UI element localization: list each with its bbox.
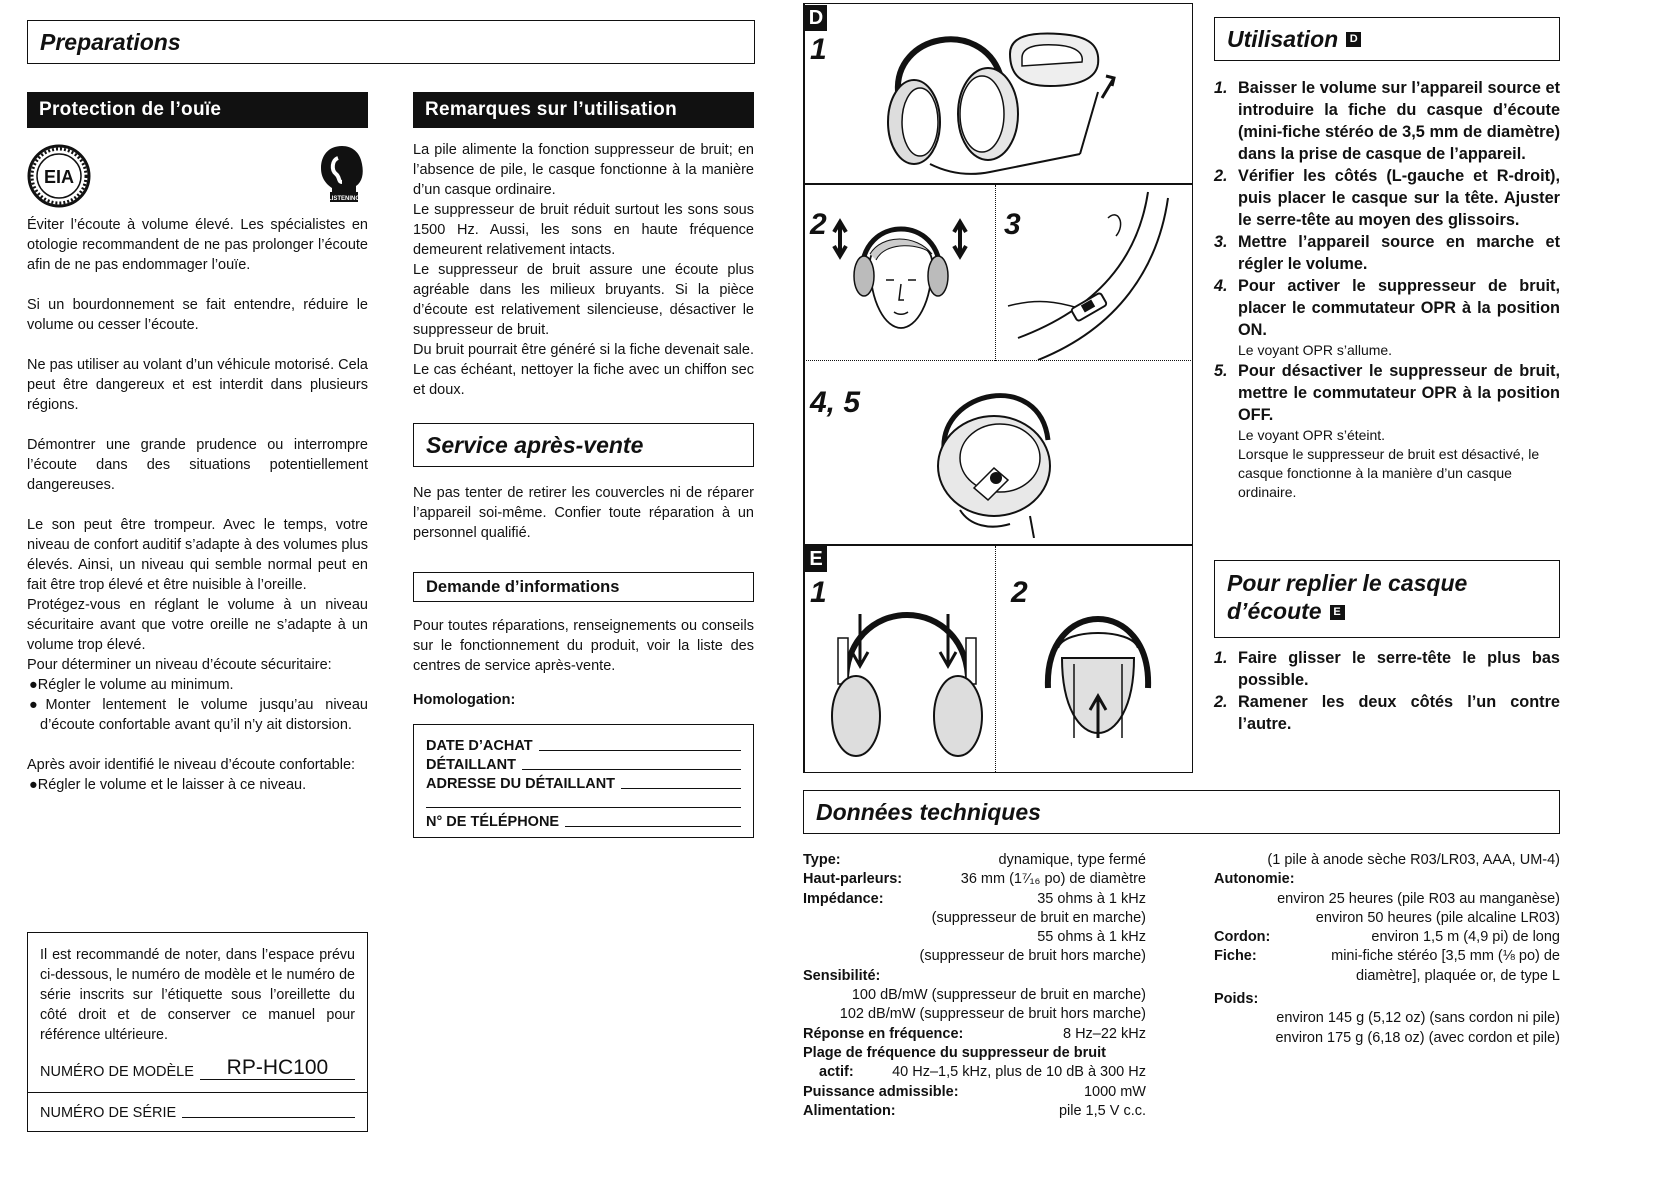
- figure-divider: [804, 183, 1193, 185]
- usage-step: [1214, 275, 1560, 360]
- dealer-address-field[interactable]: [426, 773, 741, 792]
- service-header: [413, 423, 754, 467]
- step-text: Vérifier les côtés (L-gauche et R-droit), puis placer le casque sur la tête. Ajuster le serre-tête au moyen des glissoirs.: [1238, 167, 1560, 229]
- listening-logo-text: LISTENING: [327, 196, 361, 202]
- opr-switch-illustration: [998, 188, 1192, 360]
- remarks-paragraph: Le suppresseur de bruit réduit surtout les sons sous 1500 Hz. Aussi, les sons en haute fréquence demeurent relativement intacts.: [413, 202, 754, 258]
- spec-value: 55 ohms à 1 kHz: [1037, 929, 1146, 946]
- figure-e-divider: [804, 544, 1193, 546]
- hearing-header: [27, 92, 368, 128]
- figure-e-vertical-dots: [995, 546, 996, 772]
- figure-e1-number: 1: [810, 576, 827, 609]
- step-text: Pour activer le suppresseur de bruit, placer le commutateur OPR à la position ON.: [1238, 277, 1560, 339]
- figure-d45-number: 4, 5: [810, 386, 861, 419]
- hearing-paragraph: Pour déterminer un niveau d’écoute sécuritaire:: [27, 657, 332, 673]
- record-box: [27, 932, 368, 1132]
- purchase-date-label: DATE D’ACHAT: [426, 738, 533, 754]
- spec-value: 36 mm (1⁷⁄₁₆ po) de diamètre: [960, 871, 1146, 888]
- spec-key: Type:: [803, 852, 841, 868]
- headphones-cd-illustration: [870, 14, 1130, 186]
- usage-step: [1214, 360, 1560, 502]
- step-note: Le voyant OPR s’éteint.: [1238, 427, 1386, 443]
- spec-key: Fiche:: [1214, 948, 1257, 965]
- figure-e2-number: 2: [1011, 576, 1028, 609]
- spec-value: (suppresseur de bruit en marche): [931, 909, 1146, 926]
- serial-label: NUMÉRO DE SÉRIE: [40, 1105, 177, 1121]
- remarks-paragraph: Le suppresseur de bruit assure une écoute plus agréable dans les milieux bruyants. Si la pièce d’écoute est relativement silencieuse, désactiver le suppresseur de bruit.: [413, 262, 754, 338]
- spec-key: Sensibilité:: [803, 967, 881, 984]
- spec-key: Impédance:: [803, 890, 884, 907]
- step-note: Le voyant OPR s’allume.: [1238, 342, 1393, 358]
- record-text: Il est recommandé de noter, dans l’espace prévu ci-dessous, le numéro de modèle et le numéro de série inscrits sur l’étiquette sous l’oreillette du côté droit et de conserver ce manuel pour référence ultérieure.: [40, 947, 355, 1043]
- usage-steps: [1214, 77, 1560, 502]
- usage-step: [1214, 231, 1560, 275]
- step-number: 2.: [1214, 693, 1228, 711]
- specs-header: [803, 790, 1560, 834]
- usage-step: [1214, 77, 1560, 165]
- preparations-title: Preparations: [40, 28, 181, 55]
- hearing-bullet: ●Régler le volume et le laisser à ce niveau.: [29, 777, 307, 793]
- hearing-bullet: ●Régler le volume au minimum.: [29, 677, 234, 693]
- spec-value: environ 1,5 m (4,9 pi) de long: [1371, 929, 1560, 946]
- spec-key: Haut-parleurs:: [803, 871, 903, 888]
- eia-logo-text: EIA: [43, 167, 75, 187]
- spec-value: 100 dB/mW (suppresseur de bruit en marche): [851, 987, 1146, 1004]
- step-number: 2.: [1214, 167, 1228, 185]
- spec-value: 40 Hz–1,5 kHz, plus de 10 dB à 300 Hz: [892, 1064, 1146, 1081]
- spec-key: Cordon:: [1214, 929, 1271, 946]
- spec-value: environ 145 g (5,12 oz) (sans cordon ni pile): [1276, 1010, 1560, 1027]
- phone-field[interactable]: [426, 811, 741, 830]
- figure-d2-number: 2: [810, 208, 827, 241]
- usage-step: [1214, 165, 1560, 231]
- step-number: 3.: [1214, 233, 1228, 251]
- fold-step: [1214, 647, 1560, 691]
- hearing-paragraph: Si un bourdonnement se fait entendre, réduire le volume ou cesser l’écoute.: [27, 297, 368, 333]
- step-text: Faire glisser le serre-tête le plus bas possible.: [1238, 649, 1560, 689]
- preparations-header: [27, 20, 755, 64]
- info-header: [413, 572, 754, 602]
- spec-value: (suppresseur de bruit hors marche): [919, 948, 1146, 965]
- figure-d-left-border: [803, 3, 805, 773]
- info-text: Pour toutes réparations, renseignements ou conseils sur le fonctionnement du produit, voir la liste des centres de service après-vente.: [413, 618, 754, 674]
- homologation-label: Homologation:: [413, 692, 516, 708]
- figure-dotted-divider: [804, 360, 1193, 361]
- spec-key: Alimentation:: [803, 1102, 896, 1119]
- step-note: Lorsque le suppresseur de bruit est désactivé, le casque fonctionne à la manière d’un casque ordinaire.: [1238, 446, 1540, 500]
- model-row: [40, 1057, 355, 1080]
- spec-value: mini-fiche stéréo [3,5 mm (⅛ po) de: [1331, 948, 1560, 965]
- figure-e-badge: E: [805, 546, 827, 572]
- spec-value: environ 175 g (6,18 oz) (avec cordon et pile): [1275, 1029, 1560, 1046]
- step-text: Baisser le volume sur l’appareil source et introduire la fiche du casque d’écoute (mini-fiche stéréo de 3,5 mm de diamètre) dans la prise de casque de l’appareil.: [1238, 79, 1560, 163]
- eia-logo: [27, 144, 91, 208]
- figure-d1-number: 1: [810, 33, 827, 66]
- specs-title: Données techniques: [816, 798, 1041, 825]
- fold-together-illustration: [1034, 588, 1162, 758]
- blank-field[interactable]: [426, 792, 741, 811]
- usage-badge: D: [1346, 32, 1361, 47]
- hearing-paragraph: Éviter l’écoute à volume élevé. Les spécialistes en otologie recommandent de ne pas prolonger l’écoute afin de ne pas endommager l’ouïe.: [27, 217, 368, 273]
- hearing-text: [27, 215, 368, 795]
- usage-header: [1214, 17, 1560, 61]
- info-title: Demande d’informations: [426, 577, 620, 596]
- step-number: 4.: [1214, 277, 1228, 295]
- step-text: Pour désactiver le suppresseur de bruit, mettre le commutateur OPR à la position OFF.: [1238, 362, 1560, 424]
- hearing-paragraph: Ne pas utiliser au volant d’un véhicule motorisé. Cela peut être dangereux et est interdit dans plusieurs régions.: [27, 357, 368, 413]
- figure-d-badge: D: [805, 5, 827, 31]
- hearing-title: Protection de l’ouïe: [39, 99, 222, 120]
- fold-slide-illustration: [826, 580, 988, 760]
- usage-title: Utilisation: [1227, 25, 1339, 52]
- figure-d3-number: 3: [1004, 208, 1021, 241]
- spec-key: Réponse en fréquence:: [803, 1025, 964, 1042]
- purchase-date-field[interactable]: [426, 735, 741, 754]
- remarks-paragraph: Du bruit pourrait être généré si la fiche devenait sale. Le cas échéant, nettoyer la fiche avec un chiffon sec et doux.: [413, 342, 754, 398]
- remarks-text: [413, 140, 754, 400]
- remarks-header: [413, 92, 754, 128]
- step-number: 5.: [1214, 362, 1228, 380]
- spec-key: actif:: [819, 1064, 854, 1081]
- hearing-paragraph: Démontrer une grande prudence ou interrompre l’écoute dans des situations potentiellement dangereuses.: [27, 437, 368, 493]
- head-adjust-illustration: [826, 194, 976, 354]
- hearing-paragraph: Protégez-vous en réglant le volume à un niveau sécuritaire avant que votre oreille ne s’adapte à un volume trop élevé.: [27, 597, 368, 653]
- step-number: 1.: [1214, 649, 1228, 667]
- dealer-address-label: ADRESSE DU DÉTAILLANT: [426, 776, 616, 792]
- fold-badge: E: [1330, 605, 1345, 620]
- fold-header: [1214, 560, 1560, 638]
- figure-vertical-dots: [995, 185, 996, 361]
- step-text: Ramener les deux côtés l’un contre l’autre.: [1238, 693, 1560, 733]
- remarks-title: Remarques sur l’utilisation: [425, 99, 677, 120]
- service-text: Ne pas tenter de retirer les couvercles ni de réparer l’appareil soi-même. Confier toute réparation à un personnel qualifié.: [413, 485, 754, 541]
- spec-value: 8 Hz–22 kHz: [1062, 1025, 1146, 1042]
- listening-logo: [316, 142, 368, 204]
- fold-title-line1: Pour replier le casque: [1227, 570, 1468, 596]
- model-value: RP-HC100: [200, 1057, 355, 1080]
- model-label: NUMÉRO DE MODÈLE: [40, 1064, 194, 1080]
- spec-key: Plage de fréquence du suppresseur de bruit: [803, 1044, 1106, 1061]
- spec-value: environ 25 heures (pile R03 au manganèse): [1277, 890, 1560, 907]
- spec-value: 1000 mW: [1083, 1083, 1146, 1100]
- spec-value: diamètre], plaquée or, de type L: [1356, 967, 1560, 984]
- spec-key: Autonomie:: [1214, 871, 1295, 888]
- spec-value: dynamique, type fermé: [998, 852, 1146, 868]
- specs-right: [1214, 851, 1560, 1048]
- spec-value: pile 1,5 V c.c.: [1058, 1102, 1146, 1119]
- step-text: Mettre l’appareil source en marche et régler le volume.: [1238, 233, 1560, 273]
- hearing-paragraph: Le son peut être trompeur. Avec le temps, votre niveau de confort auditif s’adapte à des volumes plus élevés. Ainsi, un niveau qui semble normal peut en fait être trop élevé et être nuisible à l’oreille.: [27, 517, 368, 593]
- spec-value: environ 50 heures (pile alcaline LR03): [1315, 909, 1560, 926]
- dealer-field[interactable]: [426, 754, 741, 773]
- fold-steps: [1214, 647, 1560, 735]
- fold-title-line2: d’écoute: [1227, 598, 1322, 624]
- spec-value: 35 ohms à 1 kHz: [1037, 890, 1146, 907]
- step-number: 1.: [1214, 79, 1228, 97]
- serial-row: [40, 1105, 355, 1121]
- phone-label: N° DE TÉLÉPHONE: [426, 814, 560, 830]
- service-title: Service après-vente: [426, 431, 644, 458]
- specs-left: [803, 851, 1146, 1121]
- spec-key: Puissance admissible:: [803, 1083, 959, 1100]
- remarks-paragraph: La pile alimente la fonction suppresseur de bruit; en l’absence de pile, le casque fonctionne à la manière d’un casque ordinaire.: [413, 142, 754, 198]
- fold-step: [1214, 691, 1560, 735]
- homologation-box: [413, 724, 754, 838]
- spec-key: Poids:: [1214, 991, 1259, 1008]
- spec-value: (1 pile à anode sèche R03/LR03, AAA, UM-4): [1267, 852, 1560, 868]
- earcup-illustration: [930, 370, 1060, 538]
- dealer-label: DÉTAILLANT: [426, 757, 516, 773]
- spec-value: 102 dB/mW (suppresseur de bruit hors marche): [839, 1006, 1146, 1023]
- hearing-paragraph: Après avoir identifié le niveau d’écoute confortable:: [27, 757, 356, 773]
- hearing-bullet: ●Monter lentement le volume jusqu’au niveau d’écoute confortable avant qu’il n’y ait distorsion.: [29, 697, 368, 733]
